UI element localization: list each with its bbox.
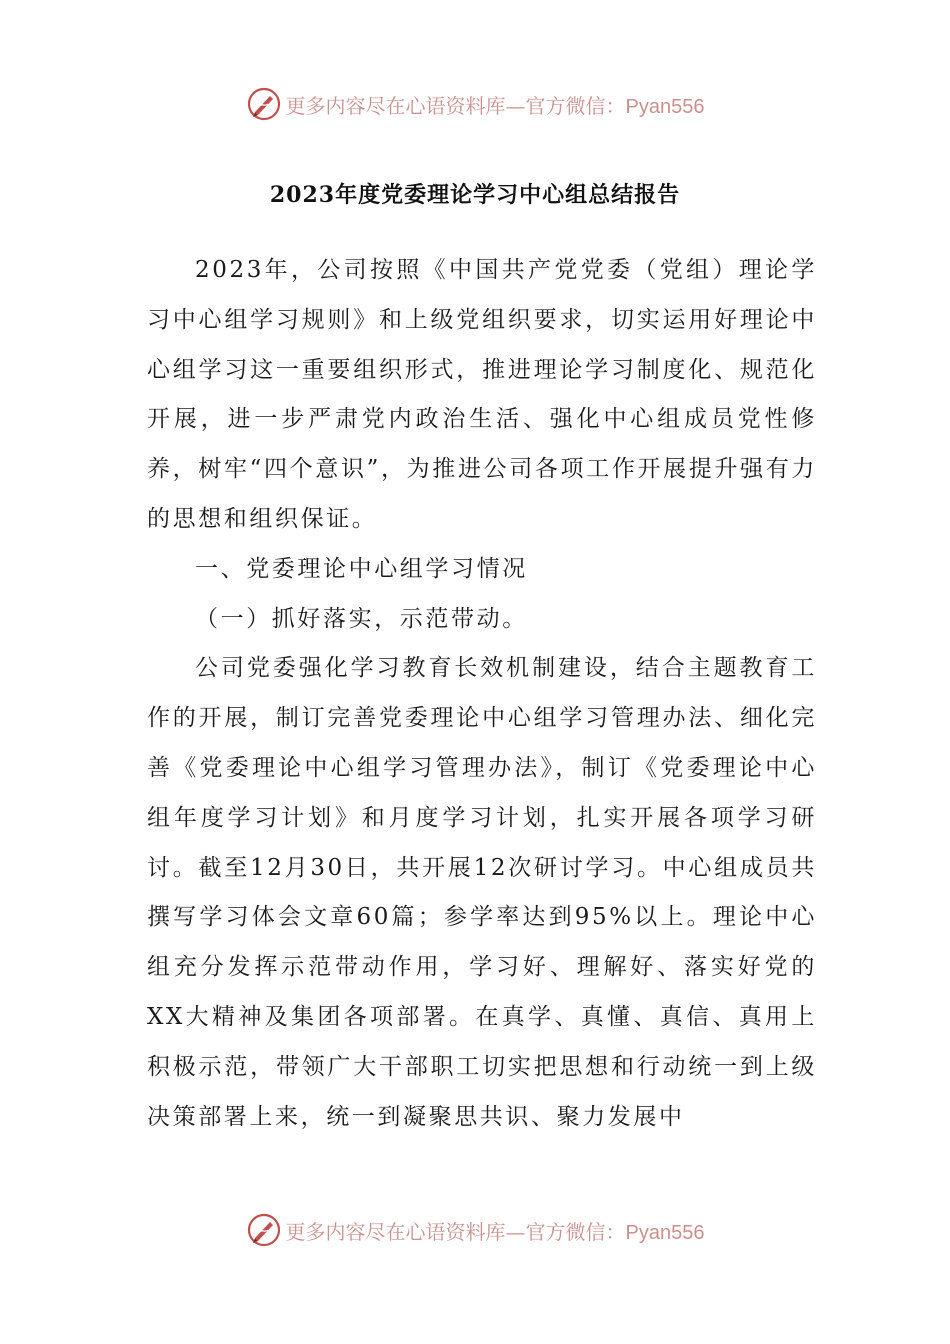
body-paragraph: 公司党委强化学习教育长效机制建设，结合主题教育工作的开展，制订完善党委理论中心组学习管理办法、细化完善《党委理论中心组学习管理办法》，制订《党委理论中心组年度学习计划》和月度学习计划，扎实开展各项学习研讨。截至12月30日，共开展12次研讨学习。中心组成员共撰写学习体会文章60篇；参学率达到95%以上。理论中心组充分发挥示范带动作用，学习好、理解好、落实好党的XX大精神及集团各项部署。在真学、真懂、真信、真用上积极示范，带领广大干部职工切实把思想和行动统一到上级决策部署上来，统一到凝聚思共识、聚力发展中 [147,655,817,1130]
watermark-banner-bottom [0,1210,950,1250]
document-body [147,246,817,1142]
intro-paragraph: 2023年，公司按照《中国共产党党委（党组）理论学习中心组学习规则》和上级党组织要求，切实运用好理论中心组学习这一重要组织形式，推进理论学习制度化、规范化开展，进一步严肃党内政治生活、强化中心组成员党性修养，树牢“四个意识”，为推进公司各项工作开展提升强有力的思想和组织保证。 [147,257,817,532]
section-heading: 一、党委理论中心组学习情况 [195,555,528,582]
document-title: 2023年度党委理论学习中心组总结报告 [269,182,681,208]
wechat-id: Pyan556 [625,1221,705,1244]
watermark-text: 更多内容尽在心语资料库—官方微信：Pyan556 [285,93,705,118]
pen-logo-icon [246,1212,282,1248]
watermark-text: 更多内容尽在心语资料库—官方微信：Pyan556 [285,1219,705,1244]
wechat-id: Pyan556 [625,95,705,118]
subsection-heading: （一）抓好落实，示范带动。 [195,605,528,632]
watermark-banner-top [0,84,950,124]
pen-logo-icon [246,86,282,122]
